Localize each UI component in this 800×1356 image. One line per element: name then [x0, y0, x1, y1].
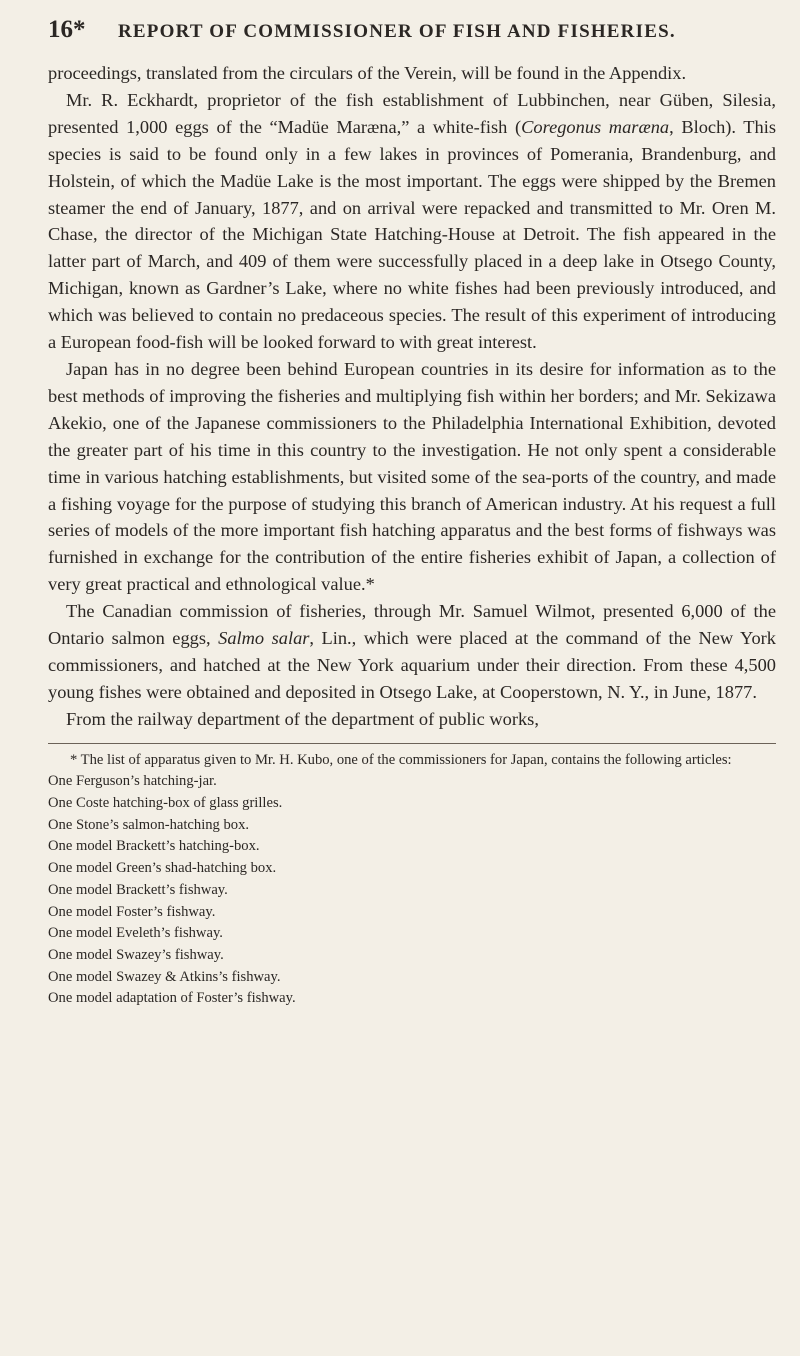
footnote-divider: [48, 743, 776, 744]
paragraph-canadian: [48, 598, 776, 706]
paragraph-text: , Bloch). This species is said to be found only in a few lakes in provinces of Pomerania, Brandenburg, and Holstein, of which the Madüe Lake is the most important. The eggs were shipped by the Bremen steamer the end of January, 1877, and on arrival were repacked and transmitted to Mr. Oren M. Chase, the director of the Michigan State Hatching-House at Detroit. The fish appeared in the latter part of March, and 409 of them were successfully placed in a deep lake in Otsego County, Michigan, known as Gardner’s Lake, where no white fishes had been previously introduced, and which was believed to contain no predaceous species. The result of this experiment of introducing a European food-fish will be looked forward to with great interest.: [48, 116, 776, 353]
paragraph-railway: [48, 706, 776, 733]
paragraph-text: From the railway department of the department of public works,: [66, 708, 539, 729]
list-item: One Ferguson’s hatching-jar.: [48, 773, 217, 790]
apparatus-list: [48, 771, 776, 1010]
page-number: 16*: [48, 16, 86, 43]
footnote-intro: * The list of apparatus given to Mr. H. Kubo, one of the commissioners for Japan, contains the following articles:: [70, 751, 732, 768]
list-item: One model Swazey’s fishway.: [48, 946, 224, 963]
list-item: One Coste hatching-box of glass grilles.: [48, 795, 283, 812]
list-item: One model Green’s shad-hatching box.: [48, 860, 277, 877]
list-item: One Stone’s salmon-hatching box.: [48, 816, 250, 833]
document-page: [48, 16, 776, 1010]
list-item: One model Eveleth’s fishway.: [48, 925, 223, 942]
species-name: Salmo salar: [218, 628, 310, 649]
paragraph-text: Japan has in no degree been behind European countries in its desire for information as to the best methods of improving the fisheries and multiplying fish within her borders; and Mr. Sekizawa Akekio, one of the Japanese commissioners to the Philadelphia International Exhibition, devoted the greater part of his time in this country to the investigation. He not only spent a considerable time in various hatching establishments, but visited some of the sea-ports of the country, and made a fishing voyage for the purpose of studying this branch of American industry. At his request a full series of models of the more important fish hatching apparatus and the best forms of fishways was furnished in exchange for the contribution of the entire fisheries exhibit of Japan, a collection of very great practical and ethnological value.*: [48, 358, 776, 595]
species-name: Coregonus maræna: [521, 116, 670, 137]
running-title: REPORT OF COMMISSIONER OF FISH AND FISHERIES.: [118, 21, 676, 42]
paragraph-eckhardt: [48, 87, 776, 356]
paragraph-continued: [48, 60, 776, 87]
paragraph-text: Mr. R. Eckhardt, proprietor of the fish establishment of Lubbinchen, near Güben, Silesia, presented 1,000 eggs of the “Madüe Maræna,” a white-fish (: [48, 89, 776, 137]
list-item: One model adaptation of Foster’s fishway.: [48, 990, 296, 1007]
page-header: [48, 16, 776, 56]
list-item: One model Brackett’s fishway.: [48, 881, 228, 898]
list-item: One model Swazey & Atkins’s fishway.: [48, 968, 281, 985]
list-item: One model Foster’s fishway.: [48, 903, 216, 920]
paragraph-text: The Canadian commission of fisheries, through Mr. Samuel Wilmot, presented 6,000 of the Ontario salmon eggs,: [48, 601, 776, 649]
body-text: [48, 60, 776, 733]
paragraph-text: , Lin., which were placed at the command of the New York commissioners, and hatched at the New York aquarium under their direction. From these 4,500 young fishes were obtained and deposited in Otsego Lake, at Cooperstown, N. Y., in June, 1877.: [48, 628, 776, 702]
paragraph-japan: [48, 356, 776, 598]
list-item: One model Brackett’s hatching-box.: [48, 838, 260, 855]
paragraph-text: proceedings, translated from the circulars of the Verein, will be found in the Appendix.: [48, 63, 687, 83]
footnote: [48, 750, 776, 1010]
